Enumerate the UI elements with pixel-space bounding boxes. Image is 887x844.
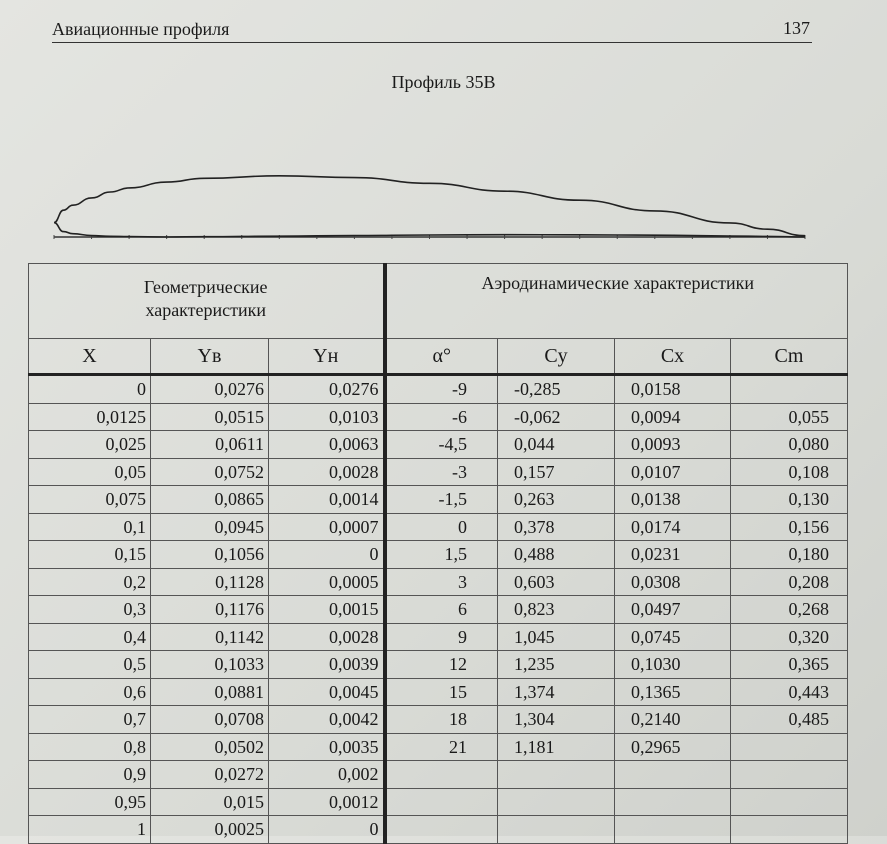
cell-cy — [498, 761, 615, 789]
cell-x: 0,5 — [29, 651, 151, 679]
cell-x: 0,95 — [29, 788, 151, 816]
cell-cy: 0,378 — [498, 513, 615, 541]
cell-cy: 1,304 — [498, 706, 615, 734]
page-header — [52, 14, 812, 43]
cell-cy: 1,235 — [498, 651, 615, 679]
cell-y-upper: 0,0708 — [151, 706, 269, 734]
cell-cy — [498, 788, 615, 816]
cell-y-lower: 0,0028 — [269, 623, 385, 651]
table-row — [29, 431, 848, 459]
cell-cm — [731, 816, 848, 844]
cell-cy: 0,488 — [498, 541, 615, 569]
table-row — [29, 816, 848, 844]
cell-cx: 0,0138 — [615, 486, 731, 514]
running-title: Авиационные профиля — [52, 19, 230, 39]
cell-alpha: 6 — [385, 596, 498, 624]
cell-alpha: -4,5 — [385, 431, 498, 459]
cell-cm: 0,443 — [731, 678, 848, 706]
cell-y-lower: 0,0014 — [269, 486, 385, 514]
cell-x: 0,075 — [29, 486, 151, 514]
table-row — [29, 623, 848, 651]
cell-y-upper: 0,0025 — [151, 816, 269, 844]
cell-y-upper: 0,0865 — [151, 486, 269, 514]
cell-x: 0,7 — [29, 706, 151, 734]
cell-cm: 0,108 — [731, 458, 848, 486]
cell-cy: 0,263 — [498, 486, 615, 514]
col-cx: Cx — [615, 339, 731, 375]
cell-y-lower: 0,0015 — [269, 596, 385, 624]
cell-alpha: 18 — [385, 706, 498, 734]
table-row — [29, 761, 848, 789]
cell-y-upper: 0,0502 — [151, 733, 269, 761]
cell-cx: 0,0745 — [615, 623, 731, 651]
cell-y-lower: 0,0063 — [269, 431, 385, 459]
cell-x: 0,8 — [29, 733, 151, 761]
col-cy: Cy — [498, 339, 615, 375]
cell-cm: 0,130 — [731, 486, 848, 514]
cell-y-lower: 0,0103 — [269, 403, 385, 431]
cell-cm: 0,365 — [731, 651, 848, 679]
airfoil-upper-surface — [54, 176, 805, 236]
col-alpha: α° — [385, 339, 498, 375]
page-number: 137 — [783, 18, 810, 38]
cell-y-upper: 0,0752 — [151, 458, 269, 486]
table-row — [29, 651, 848, 679]
cell-y-upper: 0,0945 — [151, 513, 269, 541]
cell-cy: 1,045 — [498, 623, 615, 651]
cell-cm — [731, 375, 848, 404]
cell-y-lower: 0,002 — [269, 761, 385, 789]
cell-y-lower: 0,0035 — [269, 733, 385, 761]
cell-x: 0,9 — [29, 761, 151, 789]
cell-cx — [615, 761, 731, 789]
table-row — [29, 513, 848, 541]
cell-alpha: -3 — [385, 458, 498, 486]
cell-x: 0,15 — [29, 541, 151, 569]
cell-cm: 0,180 — [731, 541, 848, 569]
cell-y-upper: 0,0611 — [151, 431, 269, 459]
table-row — [29, 375, 848, 404]
cell-cx — [615, 788, 731, 816]
table-row — [29, 403, 848, 431]
cell-y-lower: 0 — [269, 816, 385, 844]
col-cm: Cm — [731, 339, 848, 375]
cell-y-upper: 0,1142 — [151, 623, 269, 651]
cell-y-lower: 0,0042 — [269, 706, 385, 734]
cell-y-upper: 0,015 — [151, 788, 269, 816]
airfoil-lower-surface — [54, 223, 805, 237]
cell-y-upper: 0,1128 — [151, 568, 269, 596]
cell-y-upper: 0,1176 — [151, 596, 269, 624]
cell-cx: 0,0094 — [615, 403, 731, 431]
cell-alpha: -1,5 — [385, 486, 498, 514]
col-y-upper: Yв — [151, 339, 269, 375]
col-x: X — [29, 339, 151, 375]
table-row — [29, 541, 848, 569]
cell-y-upper: 0,1033 — [151, 651, 269, 679]
cell-x: 0,0125 — [29, 403, 151, 431]
cell-x: 0,1 — [29, 513, 151, 541]
cell-cx: 0,0497 — [615, 596, 731, 624]
cell-cy: 1,374 — [498, 678, 615, 706]
cell-cy: 0,603 — [498, 568, 615, 596]
cell-x: 0,05 — [29, 458, 151, 486]
cell-x: 0 — [29, 375, 151, 404]
cell-alpha: -9 — [385, 375, 498, 404]
cell-cx: 0,1365 — [615, 678, 731, 706]
cell-y-lower: 0,0005 — [269, 568, 385, 596]
cell-cy: -0,062 — [498, 403, 615, 431]
cell-cy: -0,285 — [498, 375, 615, 404]
cell-y-lower: 0 — [269, 541, 385, 569]
cell-cy — [498, 816, 615, 844]
cell-alpha: 9 — [385, 623, 498, 651]
cell-alpha: 12 — [385, 651, 498, 679]
cell-cm — [731, 733, 848, 761]
cell-y-upper: 0,0272 — [151, 761, 269, 789]
cell-x: 1 — [29, 816, 151, 844]
cell-y-upper: 0,1056 — [151, 541, 269, 569]
cell-alpha: 3 — [385, 568, 498, 596]
col-y-lower: Yн — [269, 339, 385, 375]
cell-cy: 1,181 — [498, 733, 615, 761]
airfoil-data-table — [28, 263, 848, 844]
geometric-header: Геометрические характеристики — [29, 264, 385, 339]
cell-cm — [731, 788, 848, 816]
cell-alpha — [385, 761, 498, 789]
table-row — [29, 486, 848, 514]
cell-alpha — [385, 816, 498, 844]
cell-alpha: 15 — [385, 678, 498, 706]
table-row — [29, 568, 848, 596]
cell-alpha: -6 — [385, 403, 498, 431]
cell-x: 0,2 — [29, 568, 151, 596]
cell-cm: 0,485 — [731, 706, 848, 734]
table-row — [29, 706, 848, 734]
profile-title: Профиль 35В — [391, 72, 496, 92]
cell-cx: 0,2140 — [615, 706, 731, 734]
cell-alpha — [385, 788, 498, 816]
cell-y-lower: 0,0045 — [269, 678, 385, 706]
cell-x: 0,3 — [29, 596, 151, 624]
cell-x: 0,4 — [29, 623, 151, 651]
cell-cm: 0,080 — [731, 431, 848, 459]
cell-y-lower: 0,0276 — [269, 375, 385, 404]
cell-x: 0,025 — [29, 431, 151, 459]
cell-cm: 0,055 — [731, 403, 848, 431]
cell-cy: 0,157 — [498, 458, 615, 486]
cell-alpha: 21 — [385, 733, 498, 761]
cell-cm: 0,268 — [731, 596, 848, 624]
cell-cy: 0,823 — [498, 596, 615, 624]
cell-cx: 0,0158 — [615, 375, 731, 404]
table-row — [29, 678, 848, 706]
cell-y-upper: 0,0515 — [151, 403, 269, 431]
cell-cx — [615, 816, 731, 844]
cell-cm — [731, 761, 848, 789]
cell-cx: 0,0231 — [615, 541, 731, 569]
cell-cy: 0,044 — [498, 431, 615, 459]
cell-y-lower: 0,0028 — [269, 458, 385, 486]
table-row — [29, 596, 848, 624]
table-row — [29, 733, 848, 761]
cell-x: 0,6 — [29, 678, 151, 706]
cell-y-upper: 0,0276 — [151, 375, 269, 404]
cell-y-lower: 0,0007 — [269, 513, 385, 541]
table-row — [29, 458, 848, 486]
cell-alpha: 1,5 — [385, 541, 498, 569]
cell-cx: 0,1030 — [615, 651, 731, 679]
cell-cm: 0,320 — [731, 623, 848, 651]
cell-y-upper: 0,0881 — [151, 678, 269, 706]
cell-cx: 0,0107 — [615, 458, 731, 486]
cell-cx: 0,2965 — [615, 733, 731, 761]
cell-y-lower: 0,0039 — [269, 651, 385, 679]
cell-alpha: 0 — [385, 513, 498, 541]
cell-cx: 0,0308 — [615, 568, 731, 596]
airfoil-profile-drawing — [50, 140, 810, 245]
table-row — [29, 788, 848, 816]
cell-y-lower: 0,0012 — [269, 788, 385, 816]
cell-cm: 0,208 — [731, 568, 848, 596]
aerodynamic-header: Аэродинамические характеристики — [385, 264, 848, 339]
cell-cx: 0,0093 — [615, 431, 731, 459]
cell-cm: 0,156 — [731, 513, 848, 541]
cell-cx: 0,0174 — [615, 513, 731, 541]
